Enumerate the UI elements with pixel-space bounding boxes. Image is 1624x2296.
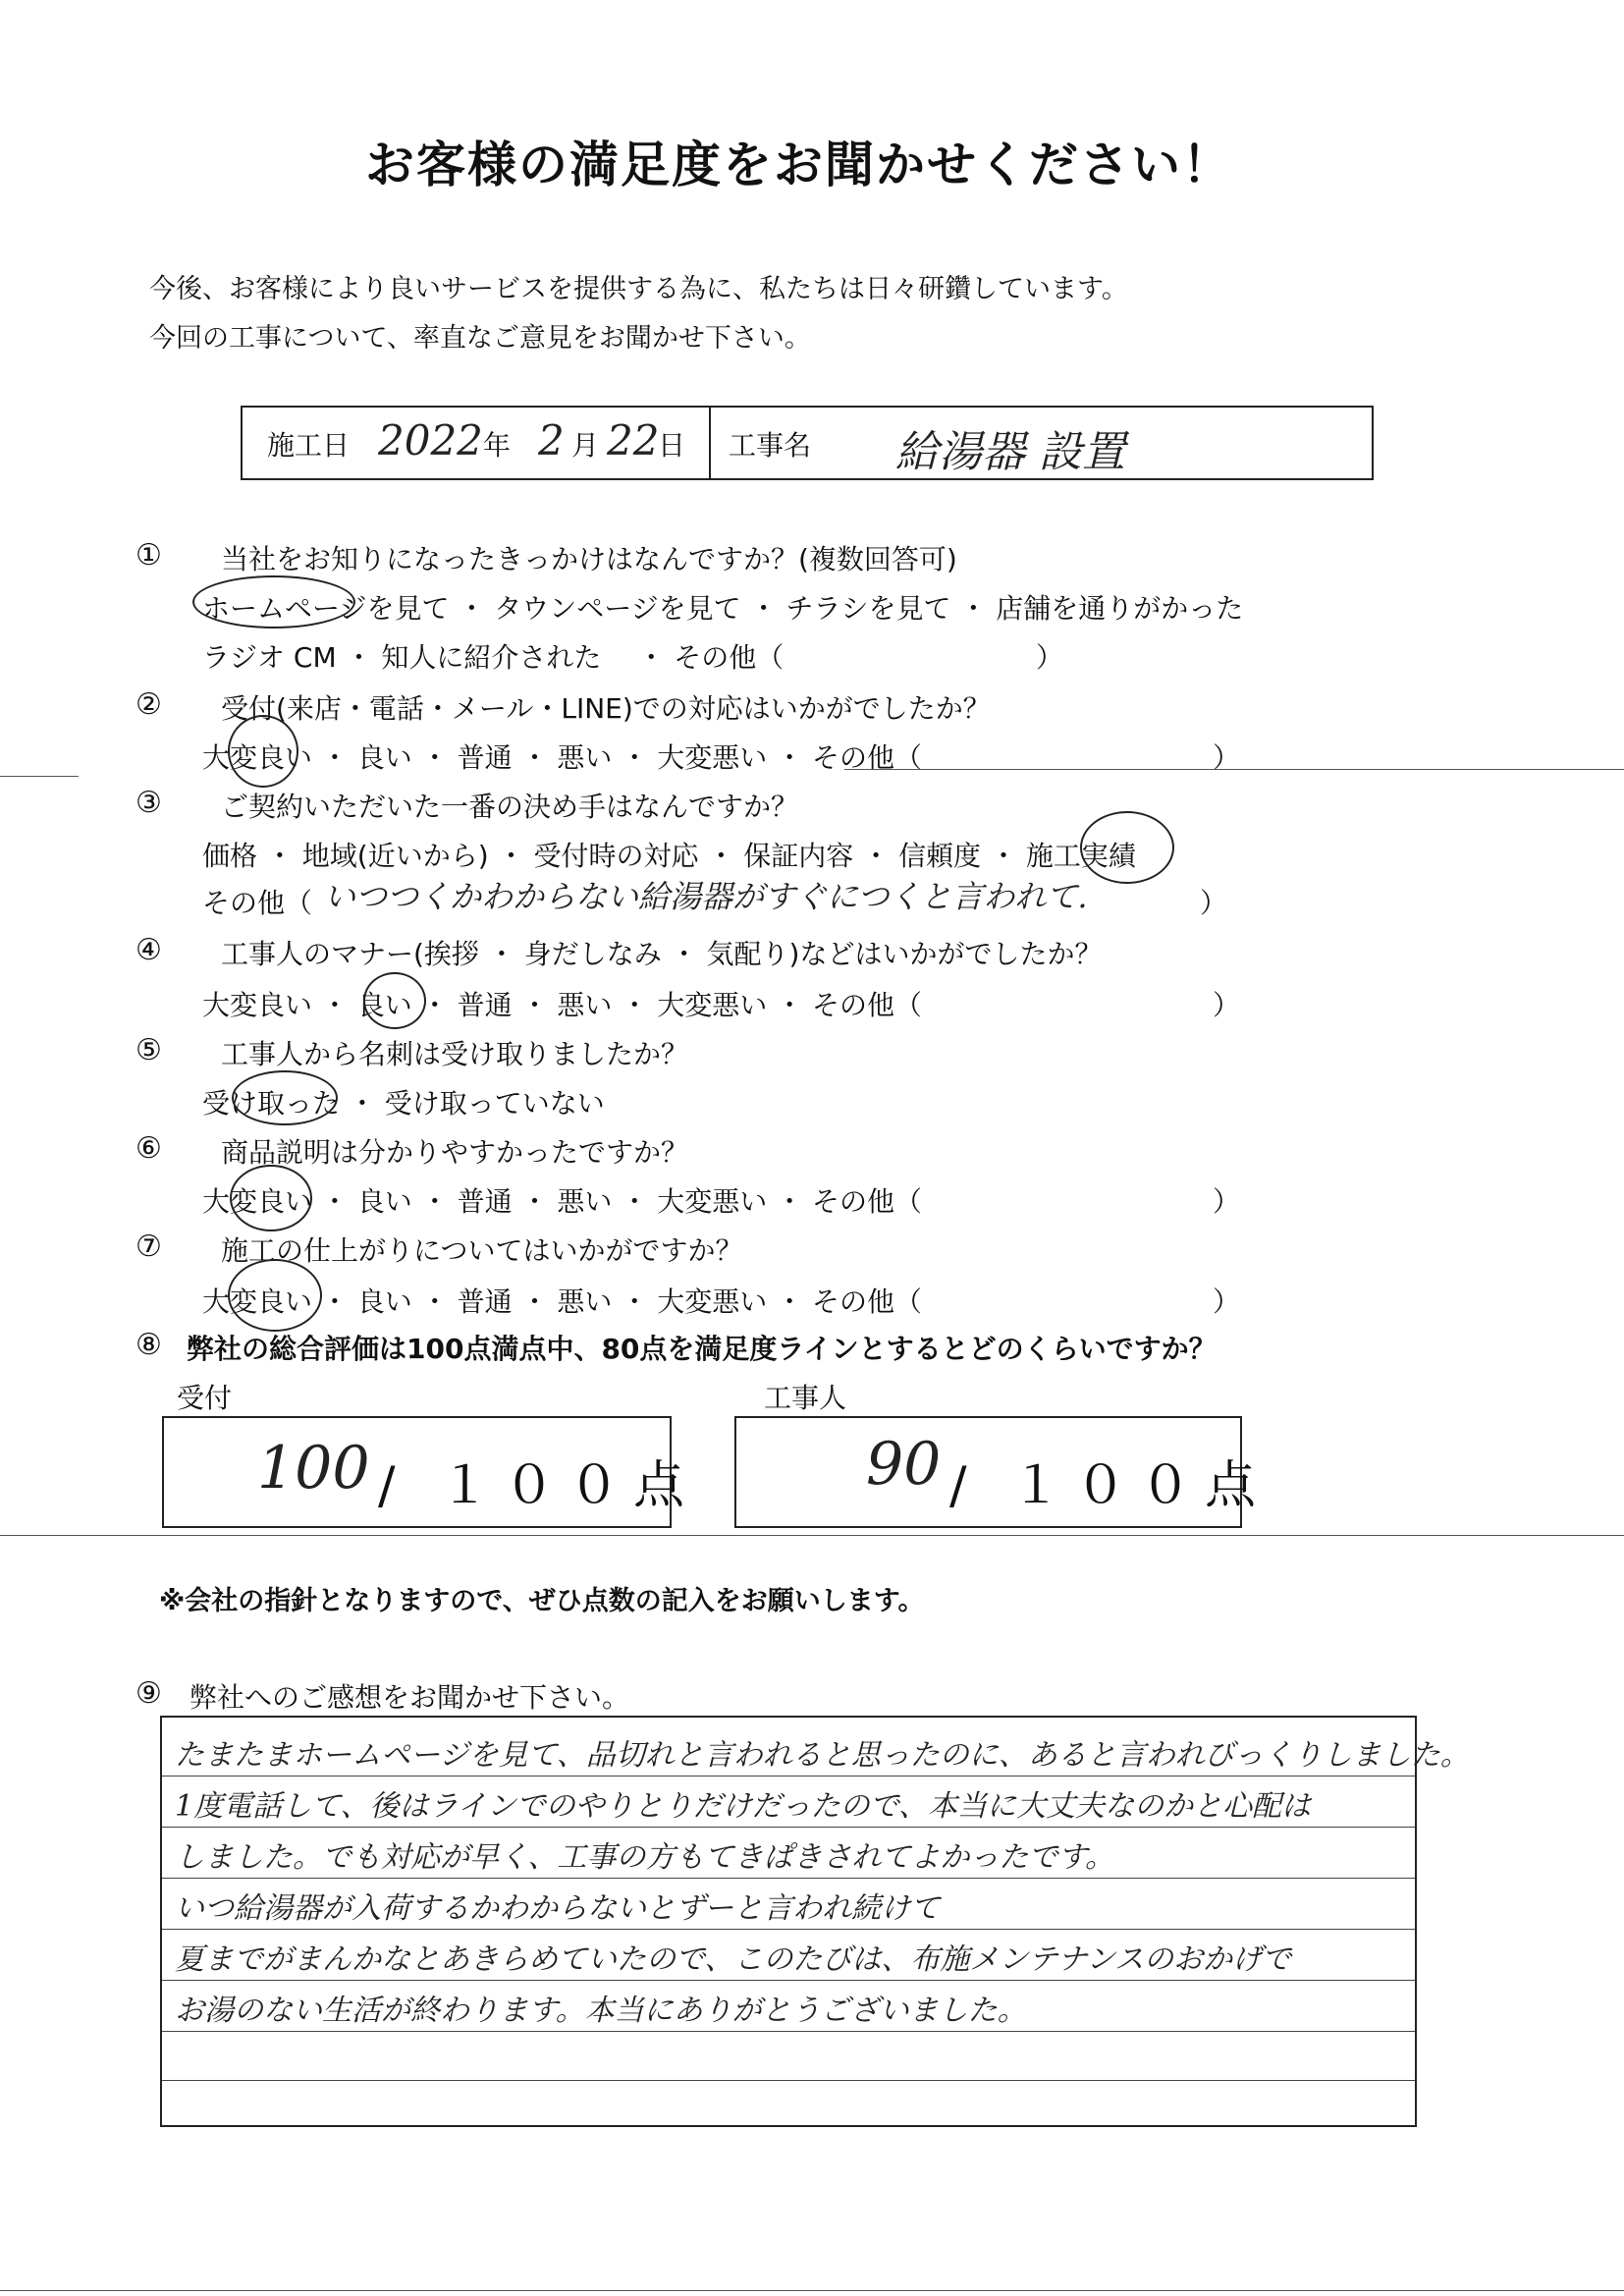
reception-label: 受付	[177, 1382, 233, 1414]
q5-number: ⑤	[135, 1033, 162, 1067]
reception-score: 100	[257, 1434, 370, 1503]
q5-answer-circle	[232, 1070, 338, 1125]
comment-rule-1	[162, 1776, 1415, 1777]
q3-other-answer: いつつくかわからない給湯器がすぐにつくと言われて.	[324, 878, 1088, 915]
q6-options: 大変良い ・ 良い ・ 普通 ・ 悪い ・ 大変悪い ・ その他（	[202, 1185, 923, 1218]
q5-text: 工事人から名刺は受け取りましたか？	[221, 1038, 689, 1070]
page-title: お客様の満足度をお聞かせください！	[365, 137, 1233, 193]
q2-text: 受付(来店・電話・メール・LINE)での対応はいかがでしたか？	[221, 692, 991, 725]
q4-close: ）	[1213, 989, 1241, 1021]
q1-text: 当社をお知りになったきっかけはなんですか？(複数回答可)	[221, 543, 957, 575]
worker-score: 90	[866, 1430, 942, 1499]
comment-rule-6	[162, 2031, 1415, 2032]
comment-line-2: 1度電話して、後はラインでのやりとりだけだったので、本当に大丈夫なのかと心配は	[175, 1789, 1311, 1824]
intro-line-2: 今回の工事について、率直なご意見をお聞かせ下さい。	[149, 323, 811, 354]
q1-options-line2: ラジオ CM ・ 知人に紹介された ・ その他（	[202, 641, 785, 674]
q1-answer-circle	[192, 575, 355, 629]
date-label: 施工日	[267, 429, 351, 462]
date-year-unit: 年	[483, 429, 512, 462]
q8-number: ⑧	[135, 1328, 162, 1362]
comment-rule-4	[162, 1929, 1415, 1930]
header-divider	[709, 406, 711, 478]
worker-score-suffix: / １００点	[949, 1456, 1271, 1515]
q6-answer-circle	[230, 1165, 312, 1231]
q1-options-line1: ホームページを見て ・ タウンページを見て ・ チラシを見て ・ 店舗を通りがかった	[202, 592, 1244, 625]
q2-number: ②	[135, 687, 162, 722]
q3-answer-circle	[1080, 811, 1174, 884]
q9-text: 弊社へのご感想をお聞かせ下さい。	[189, 1681, 630, 1714]
comment-line-6: お湯のない生活が終わります。本当にありがとうございました。	[175, 1994, 1027, 2028]
comment-rule-5	[162, 1980, 1415, 1981]
q5-options: 受け取った ・ 受け取っていない	[202, 1087, 605, 1120]
date-day-unit: 日	[658, 429, 686, 462]
reception-score-suffix: / １００点	[378, 1456, 699, 1515]
intro-line-1: 今後、お客様により良いサービスを提供する為に、私たちは日々研鑽しています。	[149, 274, 1128, 304]
comment-line-4: いつ給湯器が入荷するかわからないとずーと言われ続けて	[175, 1891, 941, 1926]
q3-other-label: その他（	[202, 887, 313, 919]
q4-number: ④	[135, 933, 162, 967]
q7-number: ⑦	[135, 1230, 162, 1264]
q1-close: ）	[1036, 641, 1064, 674]
comment-rule-2	[162, 1827, 1415, 1828]
q3-close: ）	[1200, 887, 1228, 919]
q8-note: ※会社の指針となりますので、ぜひ点数の記入をお願いします。	[159, 1586, 925, 1616]
q6-text: 商品説明は分かりやすかったですか？	[221, 1136, 689, 1169]
date-month-unit: 月	[571, 429, 600, 462]
q1-number: ①	[135, 538, 162, 573]
date-day: 22	[607, 416, 660, 465]
q4-answer-circle	[363, 972, 426, 1029]
q9-number: ⑨	[135, 1676, 162, 1711]
q7-options: 大変良い ・ 良い ・ 普通 ・ 悪い ・ 大変悪い ・ その他（	[202, 1285, 923, 1318]
q8-text: 弊社の総合評価は100点満点中、80点を満足度ラインとするとどのくらいですか？	[187, 1333, 1217, 1365]
scan-line-bottom	[0, 2290, 1624, 2291]
q6-number: ⑥	[135, 1131, 162, 1166]
q3-number: ③	[135, 786, 162, 820]
scan-line-1	[0, 776, 79, 777]
worker-label: 工事人	[764, 1382, 847, 1414]
comment-rule-3	[162, 1878, 1415, 1879]
q6-close: ）	[1213, 1185, 1241, 1218]
q3-options: 価格 ・ 地域(近いから) ・ 受付時の対応 ・ 保証内容 ・ 信頼度 ・ 施工実績	[202, 840, 1136, 872]
q4-options: 大変良い ・ 良い ・ 普通 ・ 悪い ・ 大変悪い ・ その他（	[202, 989, 923, 1021]
q3-text: ご契約いただいた一番の決め手はなんですか？	[221, 791, 799, 823]
comment-line-5: 夏までがまんかなとあきらめていたので、このたびは、布施メンテナンスのおかげで	[175, 1942, 1291, 1977]
q7-answer-circle	[228, 1259, 322, 1332]
scan-line-3	[0, 1535, 1624, 1536]
comment-line-3: しました。でも対応が早く、工事の方もてきぱきされてよかったです。	[175, 1840, 1114, 1875]
scan-line-2	[844, 769, 1624, 770]
q2-close: ）	[1213, 741, 1241, 774]
work-name: 給湯器 設置	[895, 427, 1125, 477]
q2-answer-circle	[228, 715, 298, 788]
comment-line-1: たまたまホームページを見て、品切れと言われると思ったのに、あると言われびっくりしました。	[175, 1738, 1470, 1773]
comment-rule-7	[162, 2080, 1415, 2081]
q7-close: ）	[1213, 1285, 1241, 1318]
work-label: 工事名	[729, 429, 812, 462]
date-year: 2022	[378, 416, 483, 465]
q4-text: 工事人のマナー(挨拶 ・ 身だしなみ ・ 気配り)などはいかがでしたか？	[221, 938, 1103, 970]
q2-options: 大変良い ・ 良い ・ 普通 ・ 悪い ・ 大変悪い ・ その他（	[202, 741, 923, 774]
q7-text: 施工の仕上がりについてはいかがですか？	[221, 1234, 743, 1267]
date-month: 2	[538, 416, 565, 465]
